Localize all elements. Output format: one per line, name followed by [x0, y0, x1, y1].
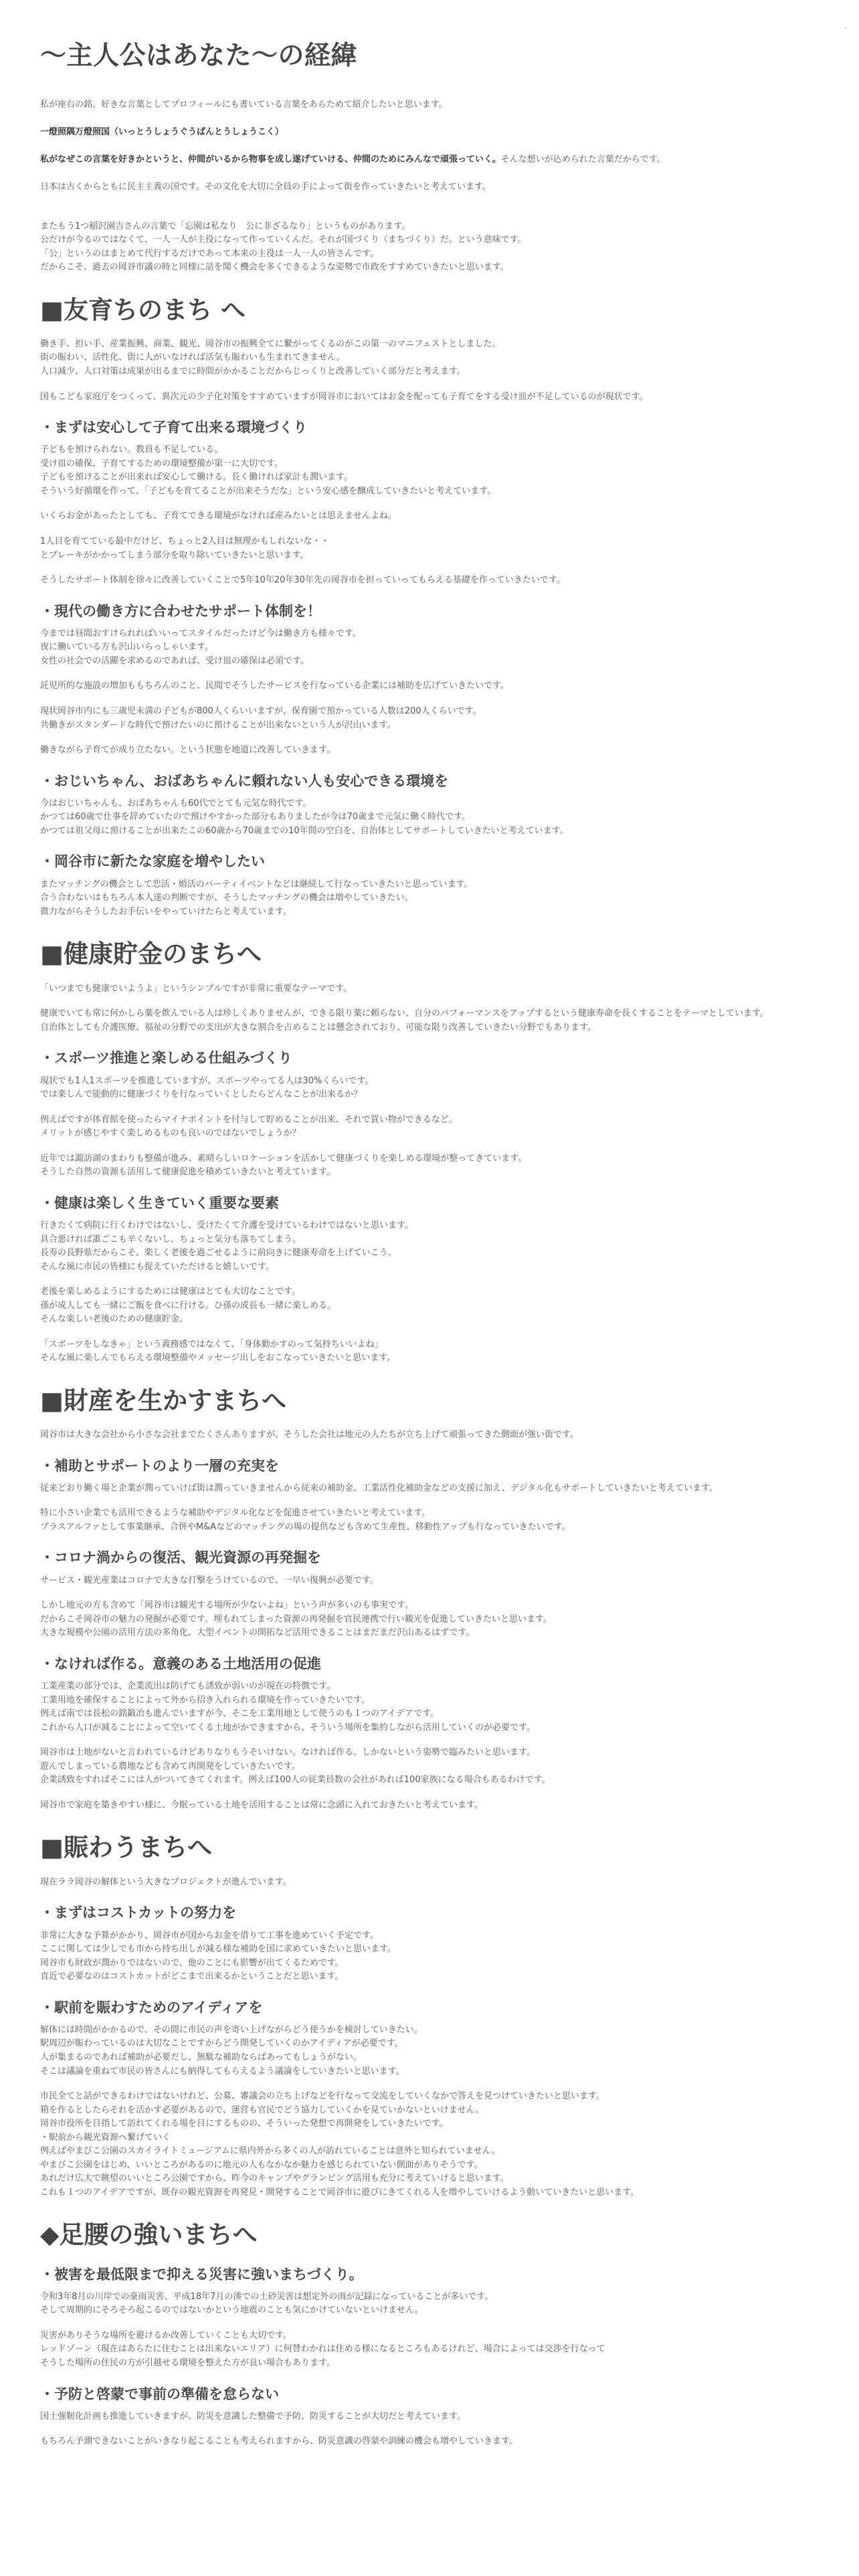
subsection-title: ・被害を最低限まで抑える災害に強いまちづくり。 [40, 2266, 363, 2282]
subsection-paragraph: 子どもを預けられない。教員も不足している。 受け皿の確保、子育てするための環境整備が第一に大切です。 子どもを預けることが出来れば安心して働ける。長く働ければ家計も潤います。 そういう好循環を作って、「子どもを育てることが出来そうだな」という安心感を醸成していきたいと考えています。 [40, 445, 496, 496]
subsection-title: ・おじいちゃん、おばあちゃんに頼れない人も安心できる環境を [40, 772, 449, 789]
section-paragraph: 働き手、担い手、産業振興、商業、観光、岡谷市の振興全てに繋がってくるのがこの第一のマニフェストとしました。 街の賑わい、活性化、街に人がいなければ活気も賑わいも生まれてきません。 人口減少、人口対策は成果が出るまでに時間がかかることだからじっくりと改善していく部分だと考えます。 [40, 338, 501, 377]
subsection-paragraph: そうしたサポート体制を徐々に改善していくことで5年10年20年30年先の岡谷市を担っていってもらえる基礎を作っていきたいです。 [40, 575, 565, 586]
subsection-paragraph: 託児所的な施設の増加ももちろんのこと、民間でそうしたサービスを行なっている企業には補助を広げていきたいです。 [40, 681, 509, 691]
subsection-title: ・予防と啓蒙で事前の準備を怠らない [40, 2385, 279, 2402]
subsection-paragraph: しかし地元の方も含めて「岡谷市は観光する場所が少ないよね」という声が多いのも事実です。 だからこそ岡谷市の魅力の発掘が必要です。埋もれてしまった資源の再発掘を官民連携で行い観光を促進していきたいと思います。 大きな規模や公園の活用方法の多角化、大型イベントの開拓など活用できることはまだまだ沢山あるはずです。 [40, 1600, 552, 1638]
intro-motto: 一燈照隅万燈照国（いっとうしょうぐうばんとうしょうこく） [40, 127, 284, 138]
intro-motto-explanation [40, 153, 816, 167]
subsection-paragraph: 1人目を育てている最中だけど、ちょっと2人目は無理かもしれないな・・ とブレーキがかかってしまう部分を取り除いていきたいと思います。 [40, 536, 330, 560]
section-paragraph: 健康でいても常に何かしら薬を飲んでいる人は珍しくありませんが、できる限り薬に頼らない、自分のパフォーマンスをアップするという健康寿命を長くすることをテーマとしています。 自治体としても介護医療、福祉の分野での支出が大きな割合を占めることは懸念されており、可能な限り改善していきたい分野でもあります。 [40, 1008, 769, 1033]
subsection-title: ・補助とサポートのより一層の充実を [40, 1457, 279, 1474]
section-title-resilient: ◆足腰の強いまちへ [40, 2220, 258, 2250]
subsection-paragraph: 市民全てと話ができるわけではないけれど、公募、審議会の立ち上げなどを行なって交流をしていくなかで答えを見つけていきたいと思います。 箱を作るとしたらそれを活かす必要があるので、運営も官民でどう協力していくかを見ていかないといけません。 岡谷市役所を目指して訪れてくれる場を目にするものの、そういった発想で再開発をしていきたいです。 ・駅前から観光資源へ繋げていく 例えばやまびこ公園のスカイライトミュージアムに県内外から多くの人が訪れていることは意外と知られていません。 やまびこ公園をはじめ、いいところがあるのに地元の人もなかなか魅力を感じられていない側面がありそうです。 あれだけ広大で眺望のいいところ公園ですから、昨今のキャンプやグランピング活用も充分に考えていけると思います。 これも１つのアイデアですが、既存の観光資源を再発見・開発することで岡谷市に遊びにきてくれる人を増やしていけるよう動いていきたいと思います。 [40, 2091, 640, 2197]
subsection-paragraph: 災害がありそうな場所を避けるか改善していくことも大切です。 レッドゾーン（現在はあらたに住むことは出来ないエリア）に何替わかれは住める様になるところもあるけれど、場合によっては交渉を行なって そうした場所の住民の方が引越せる環境を整えた方が良い場合もあります。 [40, 2330, 605, 2368]
subsection-title: ・駅前を賑わすためのアイディアを [40, 1999, 263, 2016]
intro-bold-text: 私がなぜこの言葉を好きかというと、仲間がいるから物事を成し遂げていける、仲間のためにみんなで頑張っていく。 [40, 154, 501, 165]
subsection-paragraph: 今までは昼間おすけられればいいってスタイルだったけど今は働き方も様々です。 夜に働いている方も沢山いらっしゃいます。 女性の社会での活躍を求めるのであれば、受け皿の確保は必須です。 [40, 628, 361, 666]
subsection-paragraph: 現状岡谷市内にも三歳児未満の子どもが800人くらいいますが、保育園で預かっている人数は200人くらいです。 共働きがスタンダードな時代で預けたいのに預けることが出来ないという人が沢山います。 [40, 706, 482, 730]
subsection-title: ・岡谷市に新たな家庭を増やしたい [40, 853, 265, 870]
subsection-paragraph: 令和3年8月の川岸での豪雨災害、平成18年7月の湊での土砂災害は想定外の雨が記録になっていることが多いです。 そして周期的にそろそろ起こるのではないかという地震のことも気にかけていないといけません。 [40, 2291, 494, 2316]
subsection-paragraph: 例えばですが体育館を使ったらマイナポイントを付与して貯めることが出来、それで買い物ができるなど。 メリットが感じやすく楽しめるものも良いのではないでしょうか？ [40, 1114, 458, 1139]
intro-paragraph-2: またもう1つ稲沢園吉さんの言葉で「忘園は私なり 公に非ざるなり」というものがあります。 公だけが今るのではなくて、一人一人が主役になって作っていくんだ。それが国づくり（まちづくり）だ。という意味です。 「公」というのはまとめて代行するだけであって本来の主役は一人一人の皆さんです。 だからこそ、過去の岡谷市議の時と同様に話を聞く機会を多くできるような姿勢で市政をすすめていきたいと思います。 [40, 221, 527, 273]
intro-paragraph-1 [40, 85, 816, 209]
intro-line: 私が座右の銘、好きな言葉としてプロフィールにも書いている言葉をあらためて紹介したいと思います。 [40, 100, 448, 110]
subsection-paragraph: 国土強靭化計画も推進していきますが、防災を意識した整備で予防、防災することが大切だと考えています。 [40, 2411, 466, 2422]
subsection-paragraph: 老後を楽しめるようにするためには健康はとても大切なことです。 孫が成人しても一緒にご飯を食べに行ける。ひ孫の成長も一緒に楽しめる。 そんな楽しい老後のための健康貯金。 [40, 1287, 337, 1325]
subsection-paragraph: 解体には時間がかかるので、その間に市民の声を寄い上げながらどう使うかを検討していきたい。 駅周辺が賑わっているのは大切なことですからどう開発していくのかアイディアが必要です。 人が集まるのであれば補助が必要だし、無駄な補助ならばあってもしょうがない。 そこは議論を重ねて市民の皆さんにも納得してもらえるよう議論をしていきたいと思います。 [40, 2024, 423, 2076]
section-title-health: ■健康貯金のまちへ [40, 940, 262, 969]
subsection-title: ・なければ作る。意義のある土地活用の促進 [40, 1655, 321, 1672]
scroll-indicator [844, 27, 847, 29]
subsection-paragraph: 近年では諏訪湖のまわりも整備が進み、素晴らしいロケーションを活かして健康づくりを楽しめる環境が整ってきています。 そうした自然の資源も活用して健康促進を積めていきたいと考えています。 [40, 1153, 527, 1178]
subsection-paragraph: 非常に大きな予算がかかり、岡谷市が国からお金を借りて工事を進めていく予定です。 ここに関しては少しでも市から持ち出しが減る様な補助を国に求めていきたいと思います。 岡谷市も財政が潤かりではないので、他のことにも影響が出てくるためです。 直近で必要なのはコストカットがどこまで出来るかということだと思います。 [40, 1930, 396, 1982]
subsection-title: ・まずはコストカットの努力を [40, 1905, 237, 1921]
subsection-paragraph: 岡谷市で家庭を築きやすい様に、今眠っている土地を活用することは常に念頭に入れておきたいと考えています。 [40, 1800, 483, 1810]
subsection-paragraph: 働きながら子育てが成り立たない。という状態を地道に改善していきます。 [40, 745, 335, 756]
subsection-paragraph: もちろん予測できないことがいきなり起こることも考えられますから、防災意識の啓蒙や訓練の機会も増やしていきます。 [40, 2436, 518, 2447]
section-title-bustling: ■賑わうまちへ [40, 1833, 212, 1862]
section-paragraph: 現在ララ岡谷の解体という大きなプロジェクトが進んでいます。 [40, 1876, 292, 1887]
subsection-paragraph: 「スポーツをしなきゃ」という義務感ではなくて、「身体動かすのって気持ちいいよね」 そんな風に楽しんでもらえる環境整備やメッセージ出しをおこなっていきたいと思います。 [40, 1339, 396, 1364]
subsection-title: ・まずは安心して子育て出来る環境づくり [40, 419, 307, 436]
subsection-paragraph: 工業産業の部分では、企業流出は防げても誘致が弱いのが現在の特徴です。 工業用地を確保することによって外から招き入れられる環境を作っていきたいです。 例えば南では長松の銘鍛冶も進んでいますが今、そこを工業用地として使うのも１つのアイデアです。 これから人口が減ることによって空いてくる土地がかできますから、そういう場所を集約しながら活用していくのが必要です。 [40, 1681, 535, 1733]
subsection-paragraph: 岡谷市は土地がないと言われているけどありなりもうそいけない。なければ作る。しかないという姿勢で臨みたいと思います。 遊んでしまっている農地なども含めて再開発をしていきたいです。 企業誘致をすればそこには人がついてきてくれます。例えば100人の従業員数の会社があれば100家族になる場合もあるわけです。 [40, 1747, 551, 1786]
section-paragraph: 「いつまでも健康でいようよ」というシンプルですが非常に重要なテーマです。 [40, 983, 353, 994]
article [40, 40, 816, 2460]
section-paragraph: 国もこども家庭庁をつくって、異次元の少子化対策をすすめていますが岡谷市においてはお金を配っても子育てをする受け皿が不足しているのが現状です。 [40, 391, 648, 402]
intro-line: 日本は古くからともに民主主義の国です。その文化を大切に全員の手によって街を作っていきたいと考えています。 [40, 182, 491, 193]
section-paragraph: 岡谷市は大きな会社から小さな会社までたくさんありますが、そうした会社は地元の人たちが立ち上げて頑張ってきた側面が強い街です。 [40, 1430, 579, 1440]
subsection-title: ・コロナ渦からの復活、観光資源の再発掘を [40, 1549, 321, 1566]
subsection-paragraph: 今はおじいちゃんも、おばあちゃんも60代でとても元気な時代です。 かつては60歳で仕事を辞めていたので預けやすかった部分もありましたが今は70歳まで元気に働く時代です。 かつては祖父母に預けることが出来たこの60歳から70歳までの10年間の空白を、自治体としてサポートしていきたいと考えています。 [40, 798, 569, 836]
subsection-title: ・スポーツ推進と楽しめる仕組みづくり [40, 1050, 292, 1067]
subsection-paragraph: サービス・観光産業はコロナで大きな打撃をうけているので、一早い復興が必要です。 [40, 1575, 379, 1586]
section-title-friendship: ■友育ちのまち へ [40, 295, 246, 324]
subsection-paragraph: 行きたくて病院に行くわけではないし、受けたくて介護を受けているわけではないと思います。 具合悪ければ誰ごこも辛くないし、ちょっと気分も落ちてしまう。 長寿の長野県だからこそ、楽しく老後を過ごせるように前向きに健康寿命を上げていこう。 そんな風に市民の皆様にも捉えていただけると嬉しいです。 [40, 1220, 413, 1272]
subsection-title: ・健康は楽しく生きていく重要な要素 [40, 1194, 279, 1211]
page-title: 〜主人公はあなた〜の経緯 [40, 41, 358, 71]
section-title-assets: ■財産を生かすまちへ [40, 1386, 286, 1415]
subsection-paragraph: 従来どおり働く場と企業が潤っていけば街は潤っていきませんから従来の補助金、工業活性化補助金などの支援に加え、デジタル化もサポートしていきたいと考えています。 [40, 1483, 718, 1493]
subsection-paragraph: またマッチングの機会として恋活・婚活のパーティイベントなどは継続して行なっていきたいと思っています。 合う合わないはもちろん本人達の判断ですが、そうしたマッチングの機会は増やしていきたい。 微力ながらそうしたお手伝いをやっていけたらと考えています。 [40, 879, 473, 917]
subsection-paragraph: 特に小さい企業でも活用できるような補助やデジタル化などを促進させていきたいと考えています。 プラスアルファとして事業継承、合併やM&Aなどのマッチングの場の提供なども含めて生産性、移動性アップも行なっていきたいです。 [40, 1508, 571, 1532]
subsection-paragraph: いくらお金があったとしても、子育てできる環境がなければ産みたいとは思えませんよね。 [40, 511, 397, 522]
subsection-paragraph: 現状でも1人1スポーツを推進していますが、スポーツやってる人は30%くらいです。 では楽しんで能動的に健康づくりを行なっていくとしたらどんなことが出来るか？ [40, 1075, 374, 1100]
subsection-title: ・現代の働き方に合わせたサポート体制を！ [40, 603, 321, 619]
intro-rest-text: そんな想いが込められた言葉だからです。 [500, 154, 666, 165]
